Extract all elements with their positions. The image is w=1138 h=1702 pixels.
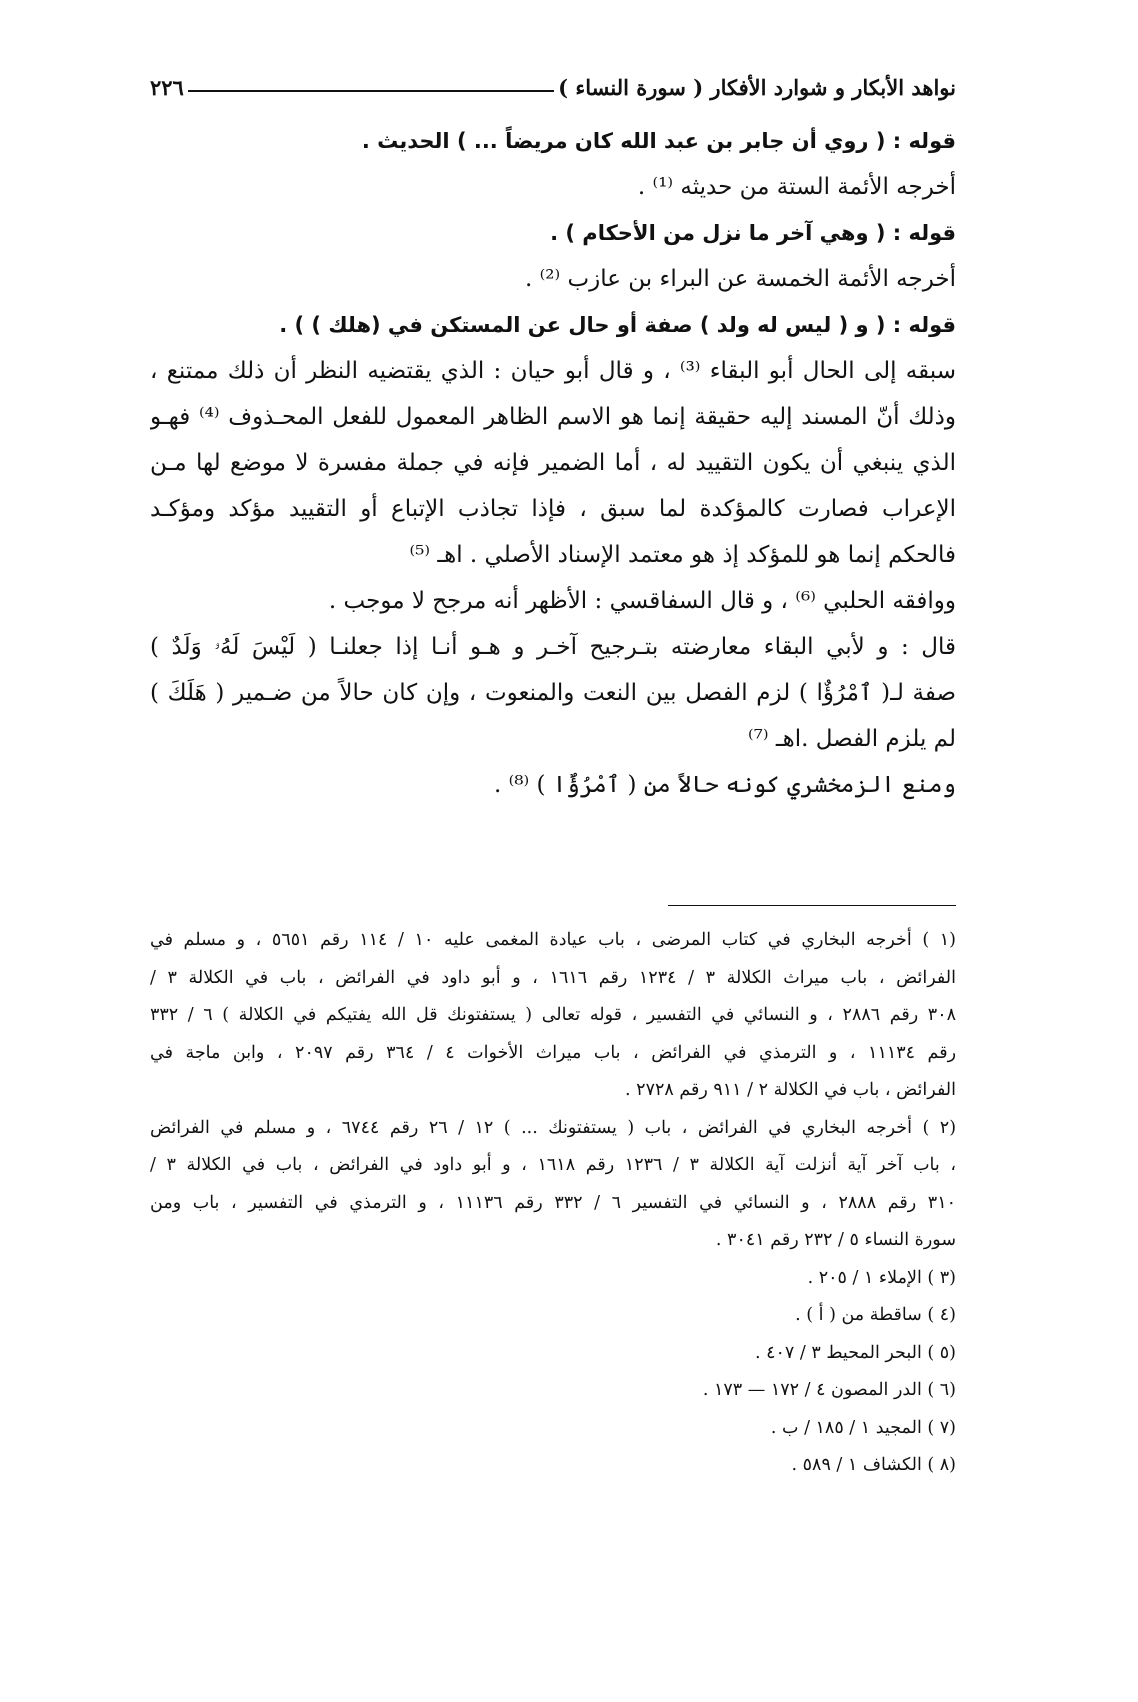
- body-text-line: وذلك أنّ المسند إليه حقيقة إنما هو الاسم الظاهر المعمول للفعل المحـذوف ⁽⁴⁾ فهـو: [150, 404, 956, 430]
- body-text-line: ومنع الزمخشري كونه حالاً من ( ٱمْرُؤٌا ) ⁽⁸⁾ .: [494, 772, 956, 798]
- body-text-line: صفة لـ( ٱمْرُؤٌا ) لزم الفصل بين النعت والمنعوت ، وإن كان حالاً من ضـمير ( هَلَكَ ): [150, 680, 956, 706]
- footnote-separator: [668, 905, 956, 906]
- running-header: [150, 64, 956, 100]
- footnote-line: (٧ ) المجيد ١ / ١٨٥ / ب .: [770, 1417, 956, 1438]
- body-text-line: قال : و لأبي البقاء معارضته بتـرجيح آخـر و هـو أنـا إذا جعلنـا ( لَيْسَ لَهُۥ وَلَدٌ ): [150, 634, 956, 660]
- footnotes: [150, 922, 956, 1485]
- footnote-line: الفرائض ، باب ميراث الكلالة ٣ / ١٢٣٤ رقم ١٦١٦ ، و أبو داود في الفرائض ، باب في الكلالة ٣ /: [150, 967, 956, 988]
- footnote-line: (٦ ) الدر المصون ٤ / ١٧٢ — ١٧٣ .: [702, 1380, 956, 1400]
- quote-heading-line: قوله : ( روي أن جابر بن عبد الله كان مريضاً ... ) الحديث .: [361, 129, 956, 153]
- header-title: نواهد الأبكار و شوارد الأفكار ( سورة النساء ): [558, 75, 956, 100]
- footnote-line: ٣٠٨ رقم ٢٨٨٦ ، و النسائي في التفسير ، قوله تعالى ( يستفتونك قل الله يفتيكم في الكلالة ) ٦ / ٣٣٢: [150, 1005, 956, 1025]
- footnote-line: سورة النساء ٥ / ٢٣٢ رقم ٣٠٤١ .: [715, 1230, 956, 1250]
- body-text-line: فالحكم إنما هو للمؤكد إذ هو معتمد الإسناد الأصلي . اهـ ⁽⁵⁾: [409, 542, 956, 568]
- footnote-line: (٥ ) البحر المحيط ٣ / ٤٠٧ .: [754, 1342, 956, 1363]
- main-text: [150, 118, 956, 808]
- footnote-line: رقم ١١١٣٤ ، و الترمذي في الفرائض ، باب ميراث الأخوات ٤ / ٣٦٤ رقم ٢٠٩٧ ، وابن ماجة في: [150, 1042, 956, 1063]
- body-text-line: الإعراب فصارت كالمؤكدة لما سبق ، فإذا تجاذب الإتباع أو التقييد مؤكد ومؤكـد: [150, 496, 956, 522]
- footnote-line: (١ ) أخرجه البخاري في كتاب المرضى ، باب عيادة المغمى عليه ١٠ / ١١٤ رقم ٥٦٥١ ، و مسلم في: [150, 930, 956, 950]
- footnote-line: ، باب آخر آية أنزلت آية الكلالة ٣ / ١٢٣٦ رقم ١٦١٨ ، و أبو داود في الفرائض ، باب في الكلالة ٣ /: [150, 1155, 956, 1175]
- footnote-line: الفرائض ، باب في الكلالة ٢ / ٩١١ رقم ٢٧٢٨ .: [625, 1080, 956, 1100]
- body-text-line: أخرجه الأئمة الخمسة عن البراء بن عازب ⁽²⁾ .: [525, 266, 956, 292]
- page-number: ٢٢٦: [150, 75, 184, 100]
- footnote-line: (٣ ) الإملاء ١ / ٢٠٥ .: [807, 1267, 956, 1288]
- quote-heading-line: قوله : ( و ( ليس له ولد ) صفة أو حال عن المستكن في (هلك ) ) .: [279, 313, 956, 337]
- body-text-line: أخرجه الأئمة الستة من حديثه ⁽¹⁾ .: [637, 174, 956, 200]
- footnote-line: (٨ ) الكشاف ١ / ٥٨٩ .: [791, 1455, 956, 1475]
- footnote-line: (٢ ) أخرجه البخاري في الفرائض ، باب ( يستفتونك ... ) ١٢ / ٢٦ رقم ٦٧٤٤ ، و مسلم في الفرائض: [150, 1117, 956, 1138]
- body-text-line: سبقه إلى الحال أبو البقاء ⁽³⁾ ، و قال أبو حيان : الذي يقتضيه النظر أن ذلك ممتنع ،: [150, 358, 956, 384]
- body-text-line: لم يلزم الفصل .اهـ ⁽⁷⁾: [747, 726, 956, 752]
- header-rule: [188, 90, 554, 92]
- body-text-line: الذي ينبغي أن يكون التقييد له ، أما الضمير فإنه في جملة مفسرة لا موضع لها مـن: [150, 450, 956, 476]
- footnote-line: ٣١٠ رقم ٢٨٨٨ ، و النسائي في التفسير ٦ / ٣٣٢ رقم ١١١٣٦ ، و الترمذي في التفسير ، باب ومن: [150, 1192, 956, 1213]
- footnote-line: (٤ ) ساقطة من ( أ ) .: [795, 1305, 956, 1325]
- quote-heading-line: قوله : ( وهي آخر ما نزل من الأحكام ) .: [550, 221, 956, 245]
- body-text-line: ووافقه الحلبي ⁽⁶⁾ ، و قال السفاقسي : الأظهر أنه مرجح لا موجب .: [328, 588, 956, 614]
